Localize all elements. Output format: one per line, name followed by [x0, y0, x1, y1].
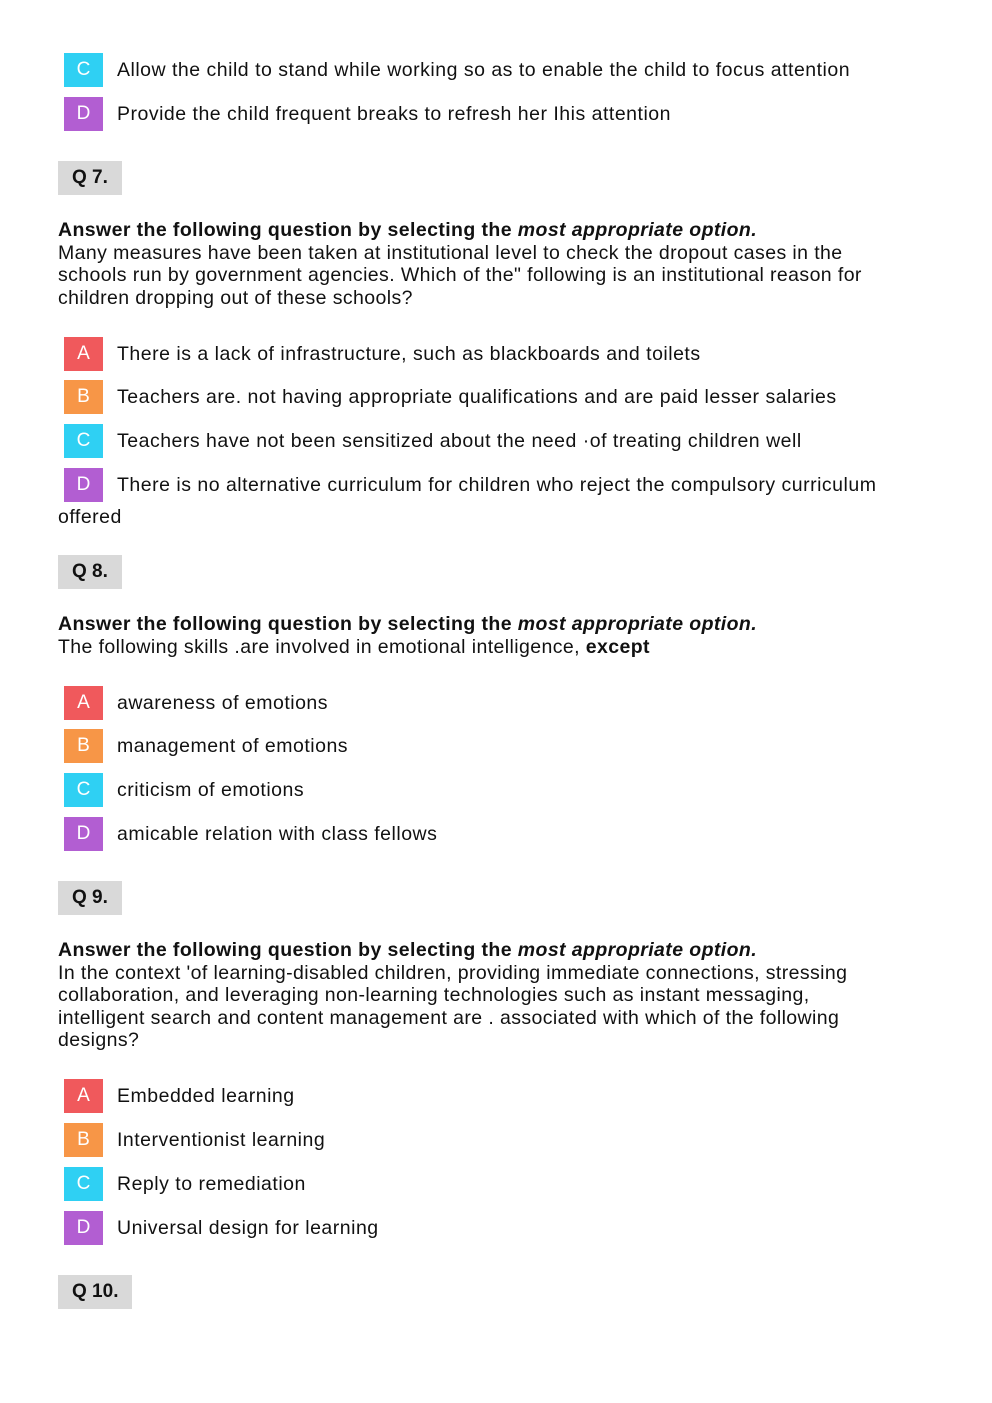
- question-stem: Answer the following question by selecting the most appropriate option. The following skills .are involved in emotional intelligence, except: [58, 613, 938, 658]
- instruction-text: Answer the following question by selecting the most appropriate option.: [58, 219, 758, 241]
- question-stem: Answer the following question by selecting the most appropriate option. In the context 'of learning-disabled children, providing immediate connections, stressing collaboration, and leveraging non-learning technologies such as instant messaging, intelligent search and content management are . associated with which of the following designs?: [58, 939, 938, 1052]
- option-text: Embedded learning: [117, 1085, 295, 1107]
- question-number: Q 8.: [58, 555, 122, 589]
- option-letter-badge: C: [64, 1167, 103, 1201]
- option-text: Allow the child to stand while working so as to enable the child to focus attention: [117, 59, 851, 81]
- instruction-text: Answer the following question by selecting the most appropriate option.: [58, 939, 758, 961]
- option-text: management of emotions: [117, 735, 349, 757]
- option-text: Provide the child frequent breaks to refresh her Ihis attention: [117, 103, 671, 125]
- option-letter-badge: B: [64, 380, 103, 414]
- option-letter-badge: A: [64, 337, 103, 371]
- question-number: Q 10.: [58, 1275, 132, 1309]
- question-stem: Answer the following question by selecting the most appropriate option. Many measures have been taken at institutional level to check the dropout cases in the schools run by government agencies. Which of the" following is an institutional reason for children dropping out of these schools?: [58, 219, 938, 309]
- option-text: Universal design for learning: [117, 1217, 379, 1239]
- option-text: awareness of emotions: [117, 692, 329, 714]
- option-text: Reply to remediation: [117, 1173, 306, 1195]
- option-text: There is no alternative curriculum for children who reject the compulsory curriculum: [117, 474, 877, 496]
- option-letter-badge: B: [64, 1123, 103, 1157]
- option-text-continuation: offered: [58, 506, 122, 528]
- question-number: Q 7.: [58, 161, 122, 195]
- option-letter-badge: D: [64, 97, 103, 131]
- option-text: amicable relation with class fellows: [117, 823, 438, 845]
- option-letter-badge: A: [64, 1079, 103, 1113]
- option-letter-badge: D: [64, 468, 103, 502]
- option-letter-badge: A: [64, 686, 103, 720]
- emphasis-except: except: [585, 635, 650, 658]
- instruction-text: Answer the following question by selecting the most appropriate option.: [58, 613, 758, 635]
- option-letter-badge: C: [64, 773, 103, 807]
- option-letter-badge: D: [64, 817, 103, 851]
- option-text: Teachers are. not having appropriate qualifications and are paid lesser salaries: [117, 386, 837, 408]
- option-letter-badge: C: [64, 53, 103, 87]
- option-text: criticism of emotions: [117, 779, 305, 801]
- option-letter-badge: B: [64, 729, 103, 763]
- option-text: Teachers have not been sensitized about the need ·of treating children well: [117, 430, 802, 452]
- question-number: Q 9.: [58, 881, 122, 915]
- option-text: Interventionist learning: [117, 1129, 326, 1151]
- option-text: There is a lack of infrastructure, such as blackboards and toilets: [117, 343, 701, 365]
- option-letter-badge: C: [64, 424, 103, 458]
- option-letter-badge: D: [64, 1211, 103, 1245]
